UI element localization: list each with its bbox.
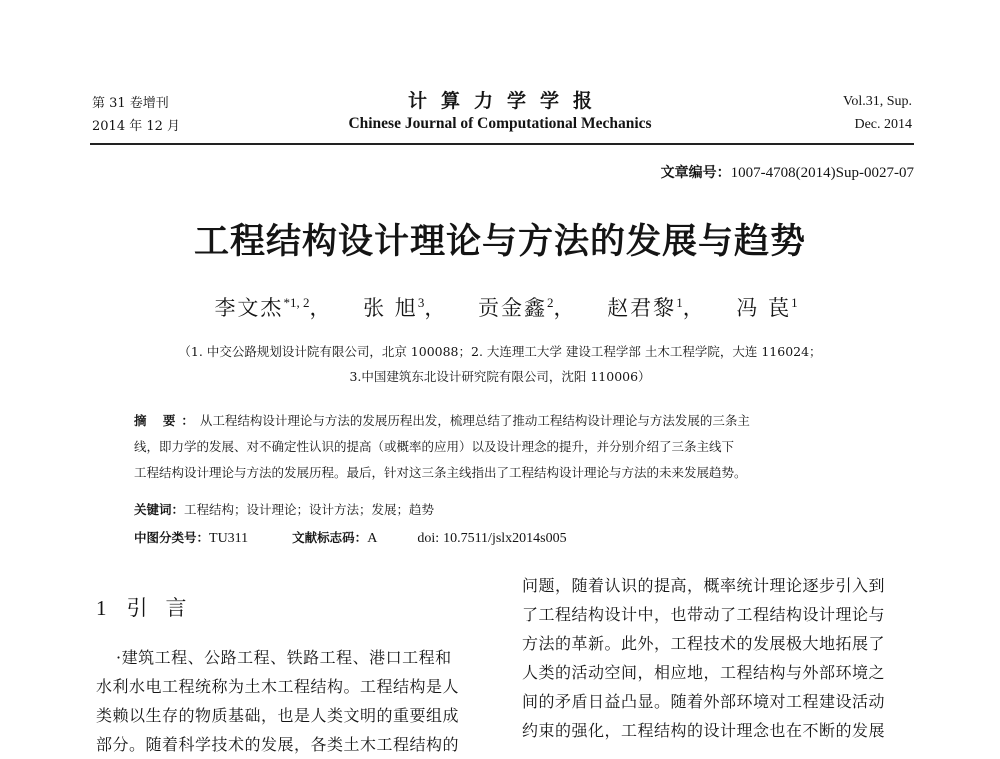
abstract — [134, 408, 894, 486]
author: 张 旭$^3$， — [363, 295, 448, 320]
date-en: Dec. 2014 — [854, 117, 912, 132]
article-id-label: 文章编号： — [660, 165, 731, 181]
body-line: 问题，随着认识的提高，概率统计理论逐步引入到 — [522, 576, 886, 595]
keywords — [134, 500, 434, 518]
doc-code-value: A — [367, 531, 378, 546]
section-heading — [96, 592, 205, 622]
author: 冯 苠$^1$ — [736, 295, 798, 320]
abstract-line: 线，即力学的发展、对不确定性认识的提高（或概率的应用）以及设计理念的提升，并分别介绍了三条主线下 — [134, 439, 735, 454]
author: 赵君黎$^1$， — [607, 295, 706, 320]
keywords-value: 工程结构；设计理论；设计方法；发展；趋势 — [184, 502, 435, 517]
doi-value: 10.7511/jslx2014s005 — [443, 531, 567, 546]
keywords-label: 关键词： — [134, 502, 185, 517]
doi-label: doi: — [417, 531, 440, 546]
body-line: 部分。随着科学技术的发展，各类土木工程结构的 — [96, 735, 460, 754]
body-line: 方法的革新。此外，工程技术的发展极大地拓展了 — [522, 634, 886, 653]
affiliation-line: 3.中国建筑东北设计研究院有限公司，沈阳 110006） — [349, 369, 651, 384]
clc-label: 中图分类号： — [134, 530, 210, 545]
body-line: ·建筑工程、公路工程、铁路工程、港口工程和 — [116, 648, 452, 667]
journal-name-cn: 计算力学学报 — [407, 90, 606, 112]
header-left — [92, 92, 180, 138]
abstract-label: 摘 要： — [134, 413, 200, 428]
volume-cn: 第 31 卷增刊 — [92, 96, 169, 111]
date-cn: 2014 年 12 月 — [92, 119, 181, 134]
author: 贡金鑫$^2$， — [478, 295, 577, 320]
doc-code-label: 文献标志码： — [292, 530, 368, 545]
abstract-line: 摘 要：从工程结构设计理论与方法的发展历程出发，梳理总结了推动工程结构设计理论与方法发展的三条主 — [134, 413, 750, 428]
volume-en: Vol.31, Sup. — [843, 94, 912, 109]
paper-title: 工程结构设计理论与方法的发展与趋势 — [193, 222, 806, 262]
header-rule — [90, 143, 914, 145]
classification-line — [134, 528, 567, 547]
journal-name-en: Chinese Journal of Computational Mechanics — [348, 115, 652, 132]
section-number: 1 — [96, 596, 107, 620]
affiliation-line: （1. 中交公路规划设计院有限公司，北京 100088；2. 大连理工大学 建设工程学部 土木工程学院，大连 116024； — [178, 344, 822, 359]
header-center — [300, 88, 700, 134]
body-line: 了工程结构设计中，也带动了工程结构设计理论与 — [522, 605, 886, 624]
section-title: 引言 — [126, 596, 205, 620]
body-column-right — [522, 571, 918, 745]
abstract-line: 工程结构设计理论与方法的发展历程。最后，针对这三条主线指出了工程结构设计理论与方法的未来发展趋势。 — [134, 465, 747, 480]
body-line: 类赖以生存的物质基础，也是人类文明的重要组成 — [96, 706, 460, 725]
author-list — [0, 292, 1000, 322]
header-right — [843, 90, 912, 136]
body-line: 水利水电工程统称为土木工程结构。工程结构是人 — [96, 677, 460, 696]
article-id-value: 1007-4708(2014)Sup-0027-07 — [730, 165, 914, 181]
article-id — [661, 162, 914, 182]
body-line: 间的矛盾日益凸显。随着外部环境对工程建设活动 — [522, 692, 886, 711]
clc-value: TU311 — [209, 531, 249, 546]
author: 李文杰$^{*1, 2}$， — [214, 295, 333, 320]
body-line: 约束的强化，工程结构的设计理念也在不断的发展 — [522, 721, 886, 740]
body-line: 人类的活动空间，相应地，工程结构与外部环境之 — [522, 663, 886, 682]
